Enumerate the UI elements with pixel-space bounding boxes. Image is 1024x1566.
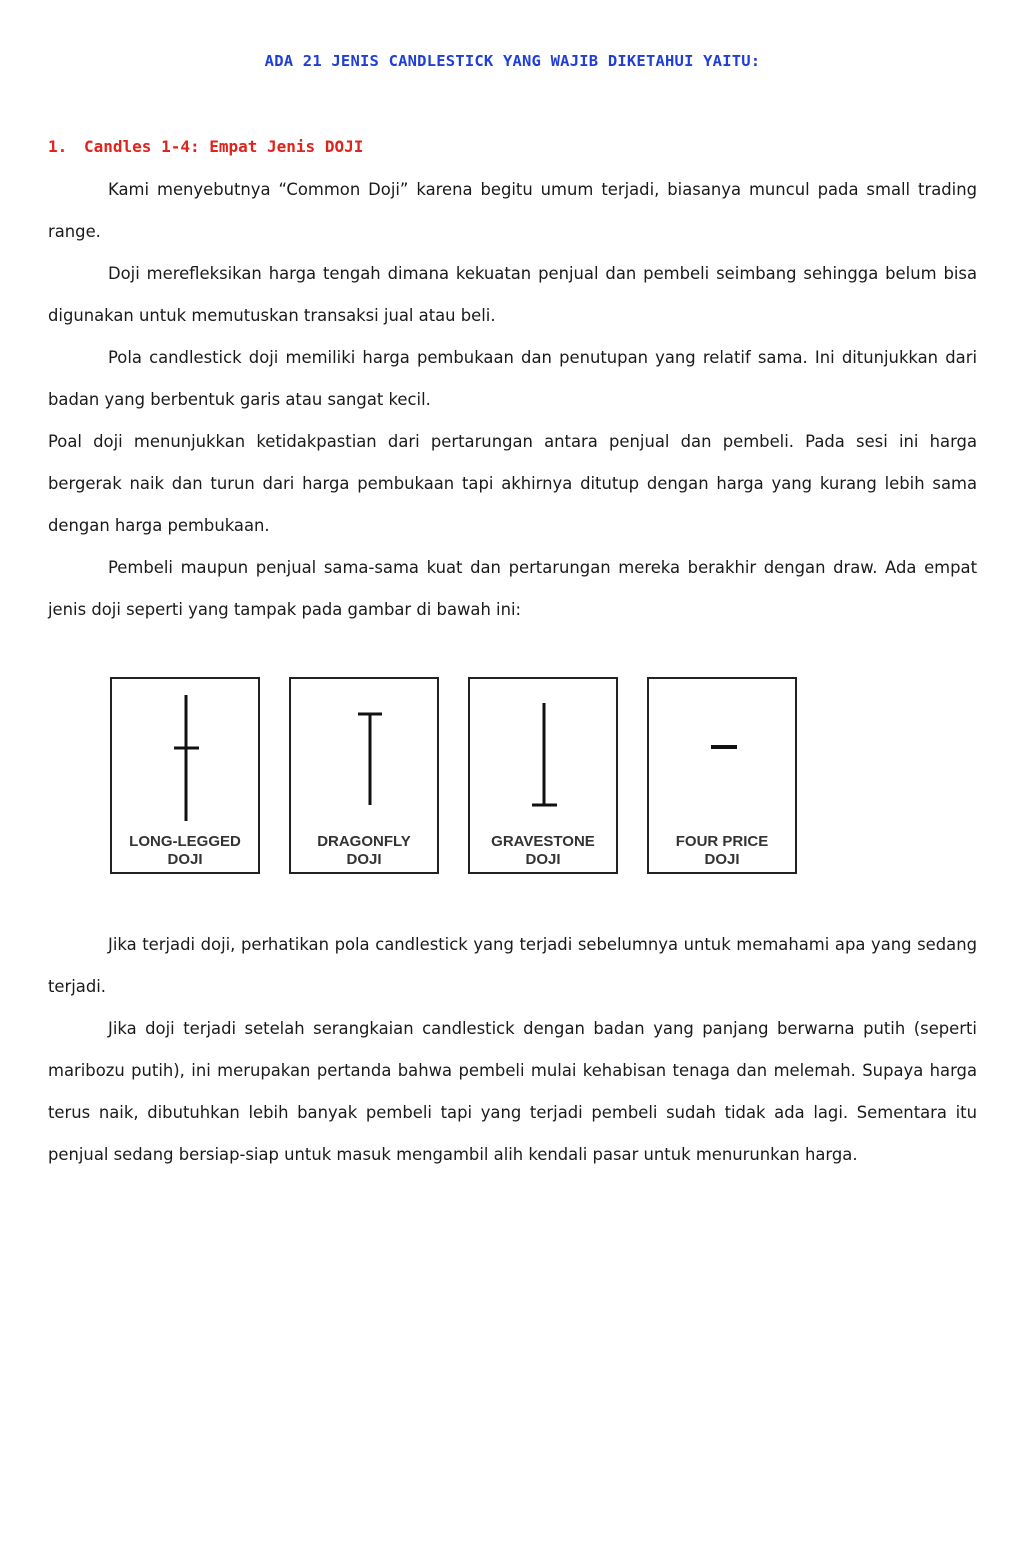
- gravestone-doji-label: [470, 833, 616, 869]
- paragraph-doji-after-white: Jika doji terjadi setelah serangkaian candlestick dengan badan yang panjang berwarna putih (seperti maribozu putih), ini merupakan pertanda bahwa pembeli mulai kehabisan tenaga dan melemah. Supaya harga terus naik, dibutuhkan lebih banyak pembeli tapi yang terjadi pembeli sudah tidak ada lagi. Sementara itu penjual sedang bersiap-siap untuk masuk mengambil alih kendali pasar untuk menurunkan harga.: [48, 1019, 977, 1164]
- section-heading-text: Candles 1-4: Empat Jenis DOJI: [84, 137, 364, 156]
- long-legged-doji-label-line1: LONG-LEGGED: [129, 833, 241, 850]
- paragraph-doji-reflects: Doji merefleksikan harga tengah dimana kekuatan penjual dan pembeli seimbang sehingga belum bisa digunakan untuk memutuskan transaksi jual atau beli.: [48, 264, 977, 325]
- dragonfly-doji-label: [291, 833, 437, 869]
- section-heading: [48, 137, 363, 156]
- long-legged-doji-panel: [110, 677, 260, 874]
- section-number: 1.: [48, 137, 68, 156]
- gravestone-doji-label-line1: GRAVESTONE: [491, 833, 595, 850]
- paragraph-doji-pattern: Pola candlestick doji memiliki harga pembukaan dan penutupan yang relatif sama. Ini ditunjukkan dari badan yang berbentuk garis atau sangat kecil.: [48, 348, 977, 409]
- dragonfly-doji-label-line2: DOJI: [346, 851, 382, 868]
- page-title: ADA 21 JENIS CANDLESTICK YANG WAJIB DIKETAHUI YAITU:: [264, 52, 761, 70]
- long-legged-doji-label-line2: DOJI: [167, 851, 203, 868]
- four-price-doji-panel: [647, 677, 797, 874]
- paragraph-buyers-sellers: Pembeli maupun penjual sama-sama kuat dan pertarungan mereka berakhir dengan draw. Ada empat jenis doji seperti yang tampak pada gambar di bawah ini:: [48, 558, 977, 619]
- paragraph-common-doji: Kami menyebutnya “Common Doji” karena begitu umum terjadi, biasanya muncul pada small trading range.: [48, 180, 977, 241]
- doji-types-figure: [110, 677, 802, 877]
- dragonfly-doji-panel: [289, 677, 439, 874]
- gravestone-doji-panel: [468, 677, 618, 874]
- four-price-doji-label: [649, 833, 795, 869]
- gravestone-doji-label-line2: DOJI: [525, 851, 561, 868]
- long-legged-doji-label: [112, 833, 258, 869]
- dragonfly-doji-label-line1: DRAGONFLY: [317, 833, 411, 850]
- four-price-doji-label-line2: DOJI: [704, 851, 740, 868]
- paragraph-observe-prior: Jika terjadi doji, perhatikan pola candlestick yang terjadi sebelumnya untuk memahami apa yang sedang terjadi.: [48, 935, 977, 996]
- paragraph-doji-uncertainty: Poal doji menunjukkan ketidakpastian dari pertarungan antara penjual dan pembeli. Pada sesi ini harga bergerak naik dan turun dari harga pembukaan tapi akhirnya ditutup dengan harga yang kurang lebih sama dengan harga pembukaan.: [48, 432, 977, 535]
- four-price-doji-label-line1: FOUR PRICE: [675, 833, 769, 850]
